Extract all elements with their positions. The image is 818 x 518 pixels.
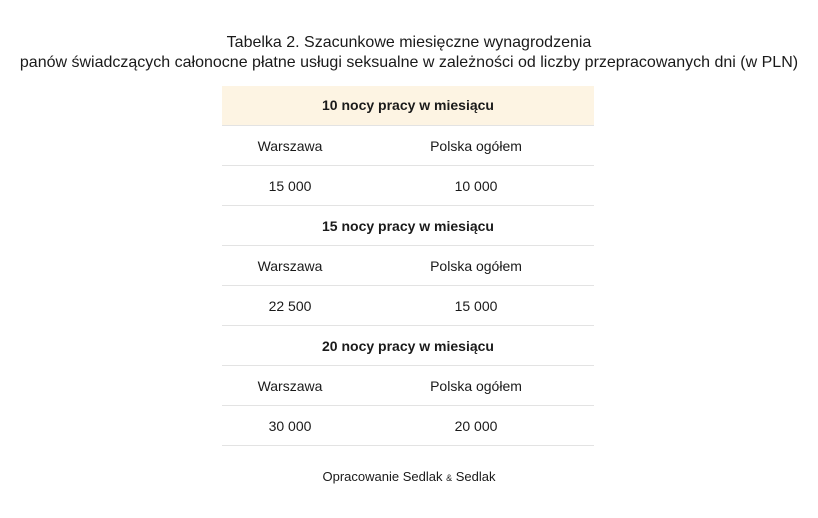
- column-header-warszawa: Warszawa: [257, 257, 323, 274]
- column-header-polska: Polska ogółem: [430, 257, 522, 274]
- table-row-header: [222, 126, 594, 166]
- table-row-values: [222, 406, 594, 446]
- column-header-warszawa: Warszawa: [257, 377, 323, 394]
- salary-table: [222, 86, 594, 446]
- value-warszawa: 22 500: [268, 297, 312, 314]
- source-ampersand: &: [446, 473, 453, 483]
- value-polska: 10 000: [454, 177, 498, 194]
- column-header-warszawa: Warszawa: [257, 137, 323, 154]
- table-title-line-1: Tabelka 2. Szacunkowe miesięczne wynagrodzenia: [226, 34, 592, 51]
- table-title: [0, 33, 818, 73]
- value-warszawa: 30 000: [268, 417, 312, 434]
- section-heading-10-nights: [222, 86, 594, 126]
- section-heading-20-nights: [222, 326, 594, 366]
- value-polska: 15 000: [454, 297, 498, 314]
- source-prefix: Opracowanie Sedlak: [322, 469, 443, 484]
- column-header-polska: Polska ogółem: [430, 137, 522, 154]
- table-row-header: [222, 246, 594, 286]
- section-heading-label: 10 nocy pracy w miesiącu: [322, 96, 494, 113]
- section-heading-label: 15 nocy pracy w miesiącu: [322, 217, 494, 234]
- table-row-values: [222, 166, 594, 206]
- value-warszawa: 15 000: [268, 177, 312, 194]
- source-note: [0, 469, 818, 484]
- source-suffix: Sedlak: [455, 469, 496, 484]
- column-header-polska: Polska ogółem: [430, 377, 522, 394]
- table-title-line-2: panów świadczących całonocne płatne usługi seksualne w zależności od liczby przepracowanych dni (w PLN): [19, 54, 799, 71]
- value-polska: 20 000: [454, 417, 498, 434]
- section-heading-label: 20 nocy pracy w miesiącu: [322, 337, 494, 354]
- table-row-header: [222, 366, 594, 406]
- section-heading-15-nights: [222, 206, 594, 246]
- table-row-values: [222, 286, 594, 326]
